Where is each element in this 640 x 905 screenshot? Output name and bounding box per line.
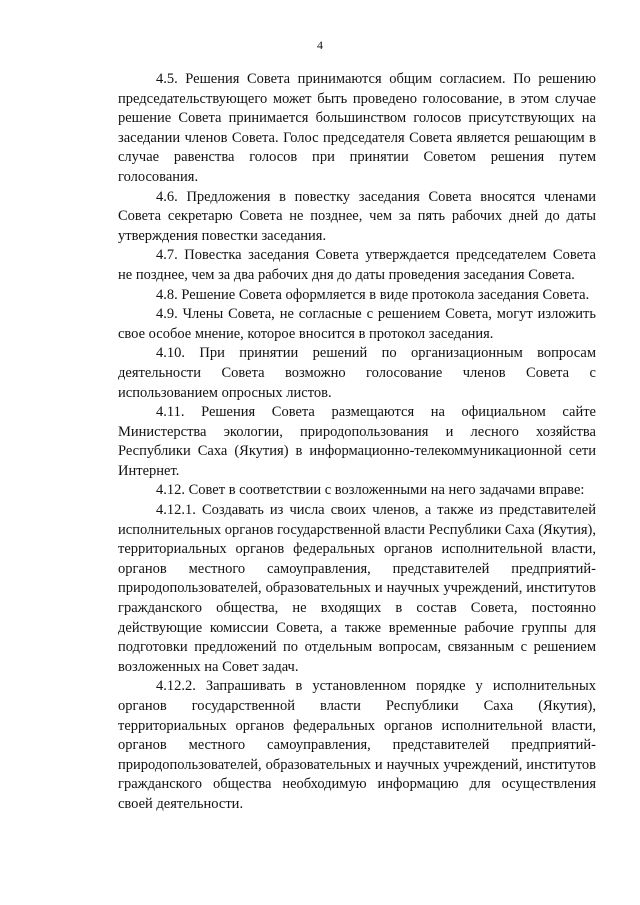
document-body [118, 70, 596, 815]
paragraph-4-5: 4.5. Решения Совета принимаются общим согласием. По решению председательствующего может быть проведено голосование, в этом случае решение Совета принимается большинством голосов присутствующих на заседании членов Совета. Голос председателя Совета является решающим в случае равенства голосов при принятии Советом решения путем голосования. [118, 71, 596, 185]
paragraph-4-12-2: 4.12.2. Запрашивать в установленном порядке у исполнительных органов государственной власти Республики Саха (Якутия), территориальных органов федеральных органов исполнительной власти, органов местного самоуправления, представителей предприятий-природопользователей, образовательных и научных учреждений, институтов гражданского общества необходимую информацию для осуществления своей деятельности. [118, 678, 596, 812]
paragraph-4-12: 4.12. Совет в соответствии с возложенными на него задачами вправе: [156, 482, 585, 499]
paragraph-4-7: 4.7. Повестка заседания Совета утверждается председателем Совета не позднее, чем за два рабочих дня до даты проведения заседания Совета. [118, 247, 596, 283]
paragraph-4-9: 4.9. Члены Совета, не согласные с решением Совета, могут изложить свое особое мнение, которое вносится в протокол заседания. [118, 306, 596, 342]
paragraph-4-10: 4.10. При принятии решений по организационным вопросам деятельности Совета возможно голосование членов Совета с использованием опросных листов. [118, 345, 596, 401]
paragraph-4-12-1: 4.12.1. Создавать из числа своих членов, а также из представителей исполнительных органов государственной власти Республики Саха (Якутия), территориальных органов федеральных органов исполнительной власти, органов местного самоуправления, представителей предприятий-природопользователей, образовательных и научных учреждений, институтов гражданского общества, не входящих в состав Совета, постоянно действующие комиссии Совета, а также временные рабочие группы для подготовки предложений по отдельным вопросам, связанным с решением возложенных на Совет задач. [118, 502, 596, 675]
paragraph-4-8: 4.8. Решение Совета оформляется в виде протокола заседания Совета. [156, 286, 590, 303]
page-number: 4 [317, 38, 323, 52]
paragraph-4-6: 4.6. Предложения в повестку заседания Совета вносятся членами Совета секретарю Совета не позднее, чем за пять рабочих дней до даты утверждения повестки заседания. [118, 188, 596, 244]
paragraph-4-11: 4.11. Решения Совета размещаются на официальном сайте Министерства экологии, природопользования и лесного хозяйства Республики Саха (Якутия) в информационно-телекоммуникационной сети Интернет. [118, 404, 596, 479]
